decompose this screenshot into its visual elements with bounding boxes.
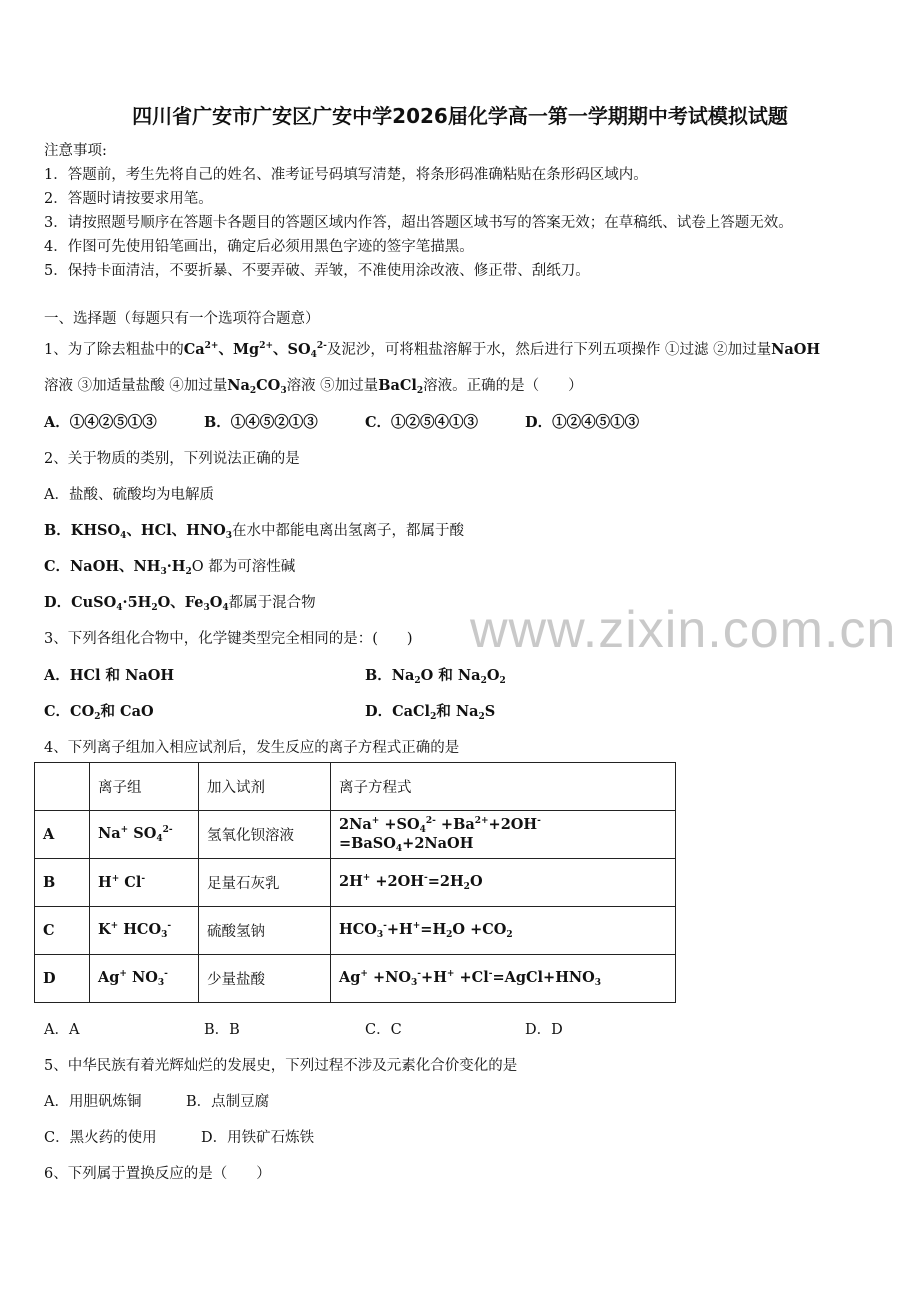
notice-item-2: 2．答题时请按要求用笔。 bbox=[44, 191, 213, 207]
q2-option-c: C．NaOH、$NH_3\cdot H_2O$ 都为可溶性碱 bbox=[44, 558, 296, 577]
q4-option-d: D．D bbox=[525, 1022, 563, 1038]
table-header-cell: 离子组 bbox=[90, 763, 199, 811]
ion-group: K+ $HCO_3^-$ bbox=[90, 907, 199, 955]
q3-option-b: B．$Na_2O$ 和 $Na_2O_2$ bbox=[365, 667, 506, 686]
row-label: A bbox=[35, 811, 90, 859]
q3-option-d: D．CaCl$_2$和 $Na_2S$ bbox=[365, 703, 496, 722]
q2-option-b: B．$KHSO_4$、HCl、$HNO_3$在水中都能电离出氢离子，都属于酸 bbox=[44, 522, 465, 541]
q5-stem: 5、中华民族有着光辉灿烂的发展史，下列过程不涉及元素化合价变化的是 bbox=[44, 1058, 518, 1074]
table-row bbox=[35, 811, 676, 859]
watermark: www.zixin.com.cn bbox=[470, 601, 897, 659]
row-label: B bbox=[35, 859, 90, 907]
q2-option-d: D．$CuSO_4\cdot 5H_2O$、$Fe_3O_4$都属于混合物 bbox=[44, 594, 316, 613]
table-row bbox=[35, 859, 676, 907]
q5-option-d: D．用铁矿石炼铁 bbox=[201, 1130, 315, 1146]
q5-option-a: A．用胆矾炼铜 bbox=[44, 1094, 142, 1110]
q3-option-c: C．$CO_2$和 CaO bbox=[44, 703, 154, 722]
q4-stem: 4、下列离子组加入相应试剂后，发生反应的离子方程式正确的是 bbox=[44, 740, 460, 756]
row-label: D bbox=[35, 955, 90, 1003]
ion-group: Ag+ $NO_3^-$ bbox=[90, 955, 199, 1003]
ion-equation: $HCO_3^-+H^+=H_2O +CO_2$ bbox=[331, 907, 676, 955]
q6-stem: 6、下列属于置换反应的是（ ） bbox=[44, 1166, 271, 1182]
q2-stem: 2、关于物质的类别，下列说法正确的是 bbox=[44, 451, 300, 467]
ion-equation: $2H^+ +2OH^-=2H_2O$ bbox=[331, 859, 676, 907]
reagent: 少量盐酸 bbox=[199, 955, 331, 1003]
ion-group: Na+ $SO_4^{2-}$ bbox=[90, 811, 199, 859]
section-heading: 一、选择题（每题只有一个选项符合题意） bbox=[44, 311, 320, 327]
table-header-cell: 离子方程式 bbox=[331, 763, 676, 811]
notice-item-4: 4．作图可先使用铅笔画出，确定后必须用黑色字迹的签字笔描黑。 bbox=[44, 239, 474, 255]
q3-stem: 3、下列各组化合物中，化学键类型完全相同的是：( ) bbox=[44, 631, 413, 647]
notice-heading: 注意事项: bbox=[44, 143, 107, 159]
q1-option-b: B．①④⑤②①③ bbox=[204, 414, 318, 431]
q5-option-c: C．黑火药的使用 bbox=[44, 1130, 157, 1146]
notice-item-3: 3．请按照题号顺序在答题卡各题目的答题区域内作答，超出答题区域书写的答案无效；在草稿纸、试卷上答题无效。 bbox=[44, 215, 793, 231]
q2-option-a: A．盐酸、硫酸均为电解质 bbox=[44, 487, 214, 503]
table-row bbox=[35, 955, 676, 1003]
table-header-cell bbox=[35, 763, 90, 811]
table-header-row bbox=[35, 763, 676, 811]
reagent: 足量石灰乳 bbox=[199, 859, 331, 907]
q1-stem-line2: 溶液 ③加适量盐酸 ④加过量$Na_2CO_3$溶液 ⑤加过量BaCl$_2$溶液。正确的是（ ） bbox=[44, 377, 583, 396]
q1-option-a: A．①④②⑤①③ bbox=[44, 414, 157, 431]
q5-option-b: B．点制豆腐 bbox=[186, 1094, 270, 1110]
ion-equation-table bbox=[34, 762, 676, 1003]
reagent: 硫酸氢钠 bbox=[199, 907, 331, 955]
ion-equation: $Ag^+ +NO_3^-+H^+$ $+Cl^-=AgCl+HNO_3$ bbox=[331, 955, 676, 1003]
q1-option-c: C．①②⑤④①③ bbox=[365, 414, 479, 431]
q3-option-a: A．HCl 和 NaOH bbox=[44, 667, 175, 684]
table-header-cell: 加入试剂 bbox=[199, 763, 331, 811]
notice-item-5: 5．保持卡面清洁，不要折暴、不要弄破、弄皱，不准使用涂改液、修正带、刮纸刀。 bbox=[44, 263, 590, 279]
row-label: C bbox=[35, 907, 90, 955]
q4-option-b: B．B bbox=[204, 1022, 240, 1038]
q1-option-d: D．①②④⑤①③ bbox=[525, 414, 640, 431]
notice-item-1: 1．答题前，考生先将自己的姓名、准考证号码填写清楚，将条形码准确粘贴在条形码区域内。 bbox=[44, 167, 648, 183]
q1-stem-line1: 1、为了除去粗盐中的$Ca^{2+}$、$Mg^{2+}$、$SO_4^{2-}$及泥沙，可将粗盐溶解于水，然后进行下列五项操作 ①过滤 ②加过量NaOH bbox=[44, 341, 821, 360]
q4-option-c: C．C bbox=[365, 1022, 402, 1038]
q4-option-a: A．A bbox=[44, 1022, 80, 1038]
ion-equation: $2Na^+ +SO_4^{2-}$ $+Ba^{2+}+2OH^-=BaSO_4+2NaOH$ bbox=[331, 811, 676, 859]
page-title: 四川省广安市广安区广安中学2026届化学高一第一学期期中考试模拟试题 bbox=[132, 104, 788, 128]
ion-group: H+ Cl- bbox=[90, 859, 199, 907]
table-row bbox=[35, 907, 676, 955]
reagent: 氢氧化钡溶液 bbox=[199, 811, 331, 859]
